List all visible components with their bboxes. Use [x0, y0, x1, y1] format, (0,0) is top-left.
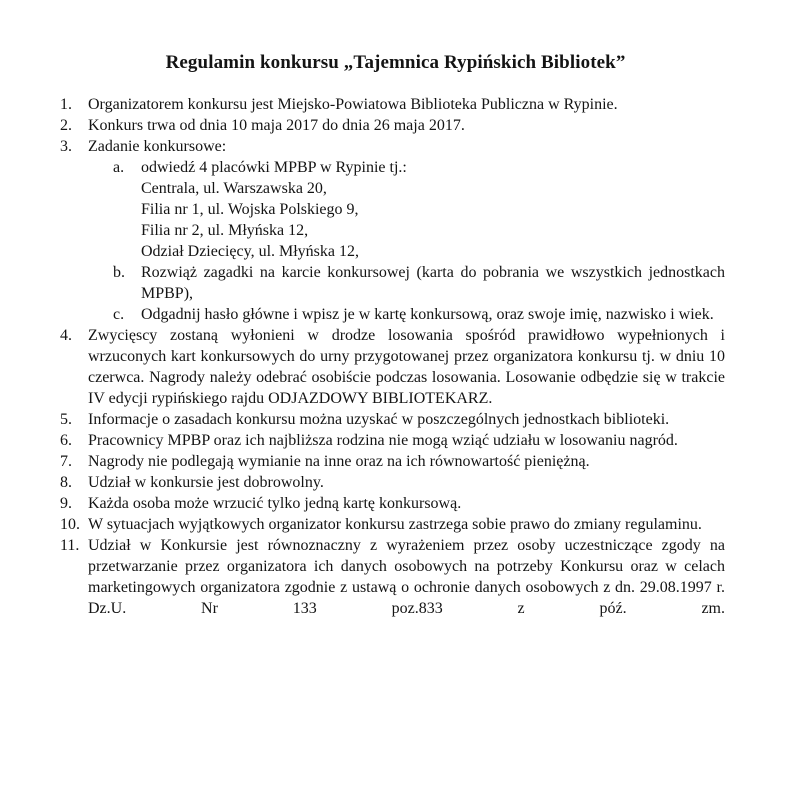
- rule-text: Informacje o zasadach konkursu można uzyskać w poszczególnych jednostkach biblioteki.: [88, 411, 670, 428]
- rule-number: 1.: [60, 96, 72, 113]
- rule-item-2: [60, 115, 725, 136]
- rule-number: 2.: [60, 117, 72, 134]
- rule-item-10: [60, 514, 725, 535]
- rule-text: Konkurs trwa od dnia 10 maja 2017 do dnia 26 maja 2017.: [88, 117, 465, 134]
- rule-number: 9.: [60, 495, 72, 512]
- rule-number: 5.: [60, 411, 72, 428]
- subitem-line: odwiedź 4 placówki MPBP w Rypinie tj.:: [141, 159, 407, 176]
- rule-text: Zwycięscy zostaną wyłonieni w drodze losowania spośród prawidłowo wypełnionych i wrzuconych kart konkursowych do urny przygotowanej przez organizatora konkursu tj. w dniu 10 czerwca. Nagrody należy odebrać osobiście podczas losowania. Losowanie odbędzie się w trakcie IV edycji rypińskiego rajdu ODJAZDOWY BIBLIOTEKARZ.: [88, 327, 725, 407]
- rule-number: 10.: [60, 516, 80, 533]
- rule-text: W sytuacjach wyjątkowych organizator konkursu zastrzega sobie prawo do zmiany regulaminu.: [88, 516, 702, 533]
- subitem-a: [113, 157, 725, 262]
- rule-number: 6.: [60, 432, 72, 449]
- rule-item-9: [60, 493, 725, 514]
- subitem-b: [113, 262, 725, 304]
- rule-item-1: [60, 94, 725, 115]
- subitem-text: Odgadnij hasło główne i wpisz je w kartę konkursową, oraz swoje imię, nazwisko i wiek.: [141, 306, 714, 323]
- subitem-label: b.: [113, 264, 125, 281]
- location-central: Centrala, ul. Warszawska 20,: [141, 180, 327, 197]
- rule-item-7: [60, 451, 725, 472]
- rule-number: 11.: [60, 537, 80, 554]
- rule-text: Każda osoba może wrzucić tylko jedną kartę konkursową.: [88, 495, 462, 512]
- rule-number: 3.: [60, 138, 72, 155]
- rule-text: Organizatorem konkursu jest Miejsko-Powiatowa Biblioteka Publiczna w Rypinie.: [88, 96, 618, 113]
- rule-item-6: [60, 430, 725, 451]
- subitem-c: [113, 304, 725, 325]
- rule-text: Pracownicy MPBP oraz ich najbliższa rodzina nie mogą wziąć udziału w losowaniu nagród.: [88, 432, 678, 449]
- subitem-text: [141, 157, 725, 262]
- rule-text: Udział w konkursie jest dobrowolny.: [88, 474, 324, 491]
- location-branch-1: Filia nr 1, ul. Wojska Polskiego 9,: [141, 201, 359, 218]
- rule-item-5: [60, 409, 725, 430]
- subitem-text: Rozwiąż zagadki na karcie konkursowej (karta do pobrania we wszystkich jednostkach MPBP),: [141, 264, 725, 302]
- rule-text: Udział w Konkursie jest równoznaczny z wyrażeniem przez osoby uczestniczące zgody na przetwarzanie przez organizatora ich danych osobowych na potrzeby Konkursu oraz w celach marketingowych organizatora zgodnie z ustawą o ochronie danych osobowych z dn. 29.08.1997 r. Dz.U. Nr 133 poz.833 z póź. zm.: [88, 537, 725, 617]
- rule-item-11: [60, 535, 725, 619]
- subitem-label: a.: [113, 159, 125, 176]
- location-branch-2: Filia nr 2, ul. Młyńska 12,: [141, 222, 309, 239]
- rule-number: 4.: [60, 327, 72, 344]
- rule-text: Zadanie konkursowe:: [88, 138, 227, 155]
- rule-item-4: [60, 325, 725, 409]
- rule-number: 7.: [60, 453, 72, 470]
- subitem-label: c.: [113, 306, 125, 323]
- rule-text: Nagrody nie podlegają wymianie na inne oraz na ich równowartość pieniężną.: [88, 453, 590, 470]
- rule-item-8: [60, 472, 725, 493]
- rule-number: 8.: [60, 474, 72, 491]
- rule-item-3: [60, 136, 725, 157]
- document-title: Regulamin konkursu „Tajemnica Rypińskich Bibliotek”: [165, 52, 626, 73]
- rules-list: [60, 94, 725, 619]
- location-children-dept: Odział Dziecięcy, ul. Młyńska 12,: [141, 243, 360, 260]
